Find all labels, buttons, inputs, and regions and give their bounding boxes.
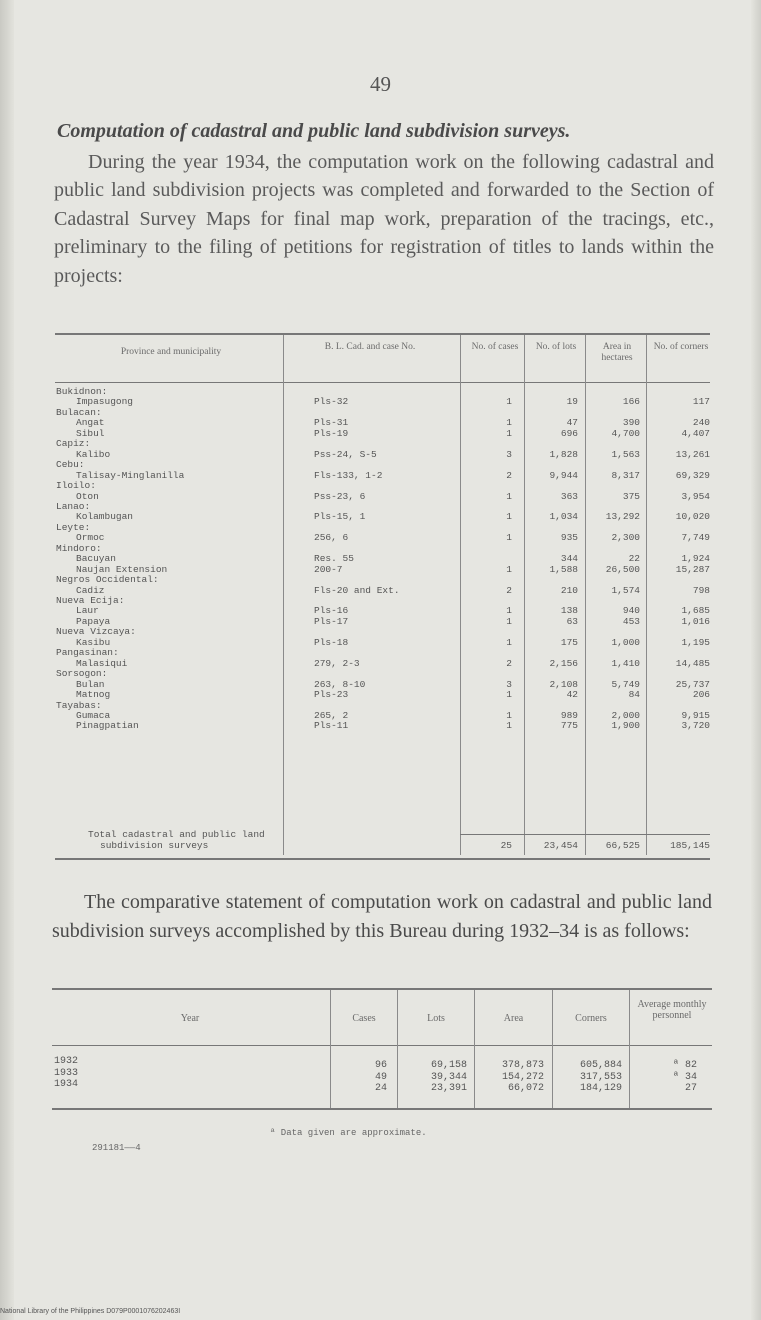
cell-corners: 13,261: [675, 448, 710, 460]
cell-lots: 210: [560, 584, 578, 596]
municipality-label: Malasiqui: [76, 657, 128, 669]
section-heading: Computation of cadastral and public land subdivision surveys.: [57, 120, 571, 142]
cell-cases: 1: [506, 511, 512, 523]
cell-area: 1,900: [611, 720, 640, 732]
municipality-label: Kalibo: [76, 448, 111, 460]
intro-paragraph: During the year 1934, the computation work on the following cadastral and public land subdivision projects was completed and forwarded to the Section of Cadastral Survey Maps for final map work, preparation of the tracings, etc., preliminary to the filing of petitions for registration of titles to lands within the projects:: [54, 151, 714, 287]
cell-lots: 138: [560, 605, 578, 617]
cell-cases: 1: [506, 689, 512, 701]
cell-cases: 2: [506, 657, 512, 669]
total-area: 66,525: [605, 840, 640, 851]
province-label: Nueva Vizcaya:: [56, 626, 136, 638]
cell-lots: 175: [560, 636, 578, 648]
col-divider: [524, 335, 525, 855]
table2-bottom-rule: [52, 1108, 712, 1110]
cell-cases: 1: [506, 490, 512, 502]
province-label: Bukidnon:: [56, 386, 108, 397]
case-number: Pls-18: [314, 636, 349, 648]
area-column: 378,873 154,272 66,072: [501, 1060, 544, 1094]
province-label: Negros Occidental:: [56, 574, 159, 586]
table-top-rule: [55, 333, 710, 335]
municipality-label: Angat: [76, 417, 105, 429]
cell-lots: 19: [566, 396, 578, 408]
years-column: 1932 1933 1934: [54, 1056, 79, 1090]
cell-cases: 1: [506, 396, 512, 408]
cell-corners: 25,737: [675, 678, 710, 690]
cell-cases: 1: [506, 427, 512, 439]
header-cases: Cases: [352, 1013, 376, 1024]
case-number: Fls-20 and Ext.: [314, 584, 400, 596]
cell-area: 453: [622, 615, 640, 627]
col-divider: [330, 990, 331, 1108]
municipality-label: Matnog: [76, 689, 111, 701]
col-divider: [629, 990, 630, 1108]
total-rule: [460, 834, 710, 835]
header-lots: Lots: [427, 1013, 445, 1024]
library-watermark: National Library of the Philippines D079P0001076202463I: [0, 1308, 181, 1315]
municipality-label: Kasibu: [76, 636, 111, 648]
cell-lots: 363: [560, 490, 578, 502]
case-number: Pls-15, 1: [314, 511, 366, 523]
case-number: Pls-31: [314, 417, 349, 429]
table2-top-rule: [52, 988, 712, 990]
municipality-label: Ormoc: [76, 532, 105, 544]
cell-cases: 2: [506, 584, 512, 596]
header-year: Year: [180, 1013, 200, 1024]
cell-corners: 3,720: [681, 720, 710, 732]
cell-area: 1,000: [611, 636, 640, 648]
total-corners: 185,145: [670, 840, 710, 851]
col-divider: [460, 335, 461, 855]
cell-area: 4,700: [611, 427, 640, 439]
municipality-label: Talisay-Minglanilla: [76, 469, 185, 481]
cell-corners: 1,195: [681, 636, 710, 648]
cell-corners: 9,915: [681, 709, 710, 721]
municipality-label: Oton: [76, 490, 99, 502]
cell-lots: 935: [560, 532, 578, 544]
total-label: Total cadastral and public land: [88, 829, 265, 840]
cell-area: 26,500: [605, 563, 640, 575]
cell-area: 22: [628, 553, 640, 565]
cell-area: 1,410: [611, 657, 640, 669]
header-personnel: Average monthly personnel: [637, 999, 707, 1021]
municipality-label: Impasugong: [76, 396, 134, 408]
cell-cases: 1: [506, 532, 512, 544]
municipality-label: Papaya: [76, 615, 111, 627]
cell-corners: 798: [692, 584, 710, 596]
municipality-label: Bulan: [76, 678, 105, 690]
cell-corners: 15,287: [675, 563, 710, 575]
municipality-label: Naujan Extension: [76, 563, 168, 575]
municipality-label: Cadiz: [76, 584, 105, 596]
total-label-2: subdivision surveys: [100, 840, 209, 851]
col-divider: [397, 990, 398, 1108]
cell-lots: 2,108: [549, 678, 578, 690]
cell-area: 390: [622, 417, 640, 429]
cell-area: 5,749: [611, 678, 640, 690]
corners-column: 605,884 317,553 184,129: [579, 1060, 622, 1094]
case-number: Res. 55: [314, 553, 354, 565]
case-number: 265, 2: [314, 709, 349, 721]
province-label: Tayabas:: [56, 699, 102, 711]
total-cases: 25: [500, 840, 512, 851]
cases-column: 96 49 24: [374, 1060, 387, 1094]
cell-lots: 1,588: [549, 563, 578, 575]
cell-lots: 63: [566, 615, 578, 627]
cell-cases: 1: [506, 563, 512, 575]
col-divider: [552, 990, 553, 1108]
cell-lots: 42: [566, 689, 578, 701]
header-corners: Corners: [575, 1013, 607, 1024]
case-number: Pls-17: [314, 615, 349, 627]
municipality-label: Gumaca: [76, 709, 111, 721]
case-number: Pls-19: [314, 427, 349, 439]
cell-area: 13,292: [605, 511, 640, 523]
case-number: Pss-24, S-5: [314, 448, 377, 460]
header-corners: No. of corners: [653, 342, 709, 352]
col-divider: [283, 335, 284, 855]
cell-lots: 1,828: [549, 448, 578, 460]
cell-lots: 344: [560, 553, 578, 565]
province-label: Bulacan:: [56, 406, 102, 418]
cell-corners: 4,407: [681, 427, 710, 439]
cell-lots: 775: [560, 720, 578, 732]
cell-cases: 1: [506, 605, 512, 617]
comparative-paragraph: The comparative statement of computation work on cadastral and public land subdivision surveys accomplished by this Bureau during 1932–34 is as follows:: [52, 891, 712, 942]
municipality-label: Sibul: [76, 427, 105, 439]
cell-corners: 1,924: [681, 553, 710, 565]
cell-corners: 1,685: [681, 605, 710, 617]
col-divider: [585, 335, 586, 855]
personnel-column: ª 82 ª 34 27: [672, 1060, 697, 1094]
case-number: Fls-133, 1-2: [314, 469, 383, 481]
case-number: Pls-32: [314, 396, 349, 408]
cell-lots: 9,944: [549, 469, 578, 481]
cell-corners: 1,016: [681, 615, 710, 627]
header-cases: No. of cases: [471, 342, 519, 352]
municipality-label: Laur: [76, 605, 99, 617]
case-number: Pss-23, 6: [314, 490, 366, 502]
cell-cases: 2: [506, 469, 512, 481]
table-header-rule: [55, 382, 710, 383]
municipality-label: Pinagpatian: [76, 720, 139, 732]
municipality-label: Kolambugan: [76, 511, 134, 523]
cell-cases: 1: [506, 417, 512, 429]
case-number: Pls-23: [314, 689, 349, 701]
cell-cases: 1: [506, 709, 512, 721]
header-area: Area: [503, 1013, 524, 1024]
cell-lots: 989: [560, 709, 578, 721]
cell-corners: 7,749: [681, 532, 710, 544]
province-label: Pangasinan:: [56, 647, 119, 659]
header-bl: B. L. Cad. and case No.: [324, 342, 416, 352]
cell-area: 2,300: [611, 532, 640, 544]
header-area: Area in hectares: [601, 342, 633, 363]
province-label: Nueva Ecija:: [56, 595, 125, 606]
cell-cases: 3: [506, 448, 512, 460]
edge-shadow: [751, 0, 761, 1320]
cell-area: 8,317: [611, 469, 640, 481]
province-label: Capiz:: [56, 438, 91, 450]
printer-mark: 291181——4: [92, 1143, 141, 1153]
cell-cases: 1: [506, 615, 512, 627]
cell-lots: 696: [560, 427, 578, 439]
cell-corners: 69,329: [675, 469, 710, 481]
case-number: Pls-16: [314, 605, 349, 617]
header-lots: No. of lots: [535, 342, 577, 352]
cell-corners: 3,954: [681, 490, 710, 502]
cell-area: 84: [628, 689, 640, 701]
province-label: Leyte:: [56, 521, 91, 533]
table-bottom-rule: [55, 858, 710, 860]
cell-cases: 1: [506, 636, 512, 648]
case-number: 256, 6: [314, 532, 349, 544]
province-label: Iloilo:: [56, 480, 96, 492]
page-number: 49: [370, 72, 391, 96]
municipality-label: Bacuyan: [76, 553, 116, 565]
cell-lots: 1,034: [549, 511, 578, 523]
cell-cases: 1: [506, 720, 512, 732]
province-label: Cebu:: [56, 459, 85, 471]
cell-area: 2,000: [611, 709, 640, 721]
cell-area: 1,574: [611, 584, 640, 596]
lots-column: 69,158 39,344 23,391: [430, 1060, 467, 1094]
cell-corners: 10,020: [675, 511, 710, 523]
cell-area: 375: [622, 490, 640, 502]
province-label: Mindoro:: [56, 542, 102, 554]
col-divider: [474, 990, 475, 1108]
case-number: 200-7: [314, 563, 343, 575]
cell-lots: 47: [566, 417, 578, 429]
total-lots: 23,454: [543, 840, 578, 851]
case-number: 279, 2-3: [314, 657, 360, 669]
cell-corners: 206: [692, 689, 710, 701]
binding-shadow: [0, 0, 14, 1320]
footnote: ª Data given are approximate.: [270, 1128, 427, 1138]
cell-corners: 14,485: [675, 657, 710, 669]
cell-lots: 2,156: [549, 657, 578, 669]
header-province: Province and municipality: [120, 347, 222, 357]
cell-corners: 117: [692, 396, 710, 408]
col-divider: [646, 335, 647, 855]
province-label: Sorsogon:: [56, 668, 108, 680]
cell-corners: 240: [692, 417, 710, 429]
province-label: Lanao:: [56, 500, 91, 512]
cell-area: 1,563: [611, 448, 640, 460]
case-number: 263, 8-10: [314, 678, 366, 690]
cell-cases: 3: [506, 678, 512, 690]
table2-header-rule: [52, 1045, 712, 1046]
cell-area: 940: [622, 605, 640, 617]
case-number: Pls-11: [314, 720, 349, 732]
cell-area: 166: [622, 396, 640, 408]
